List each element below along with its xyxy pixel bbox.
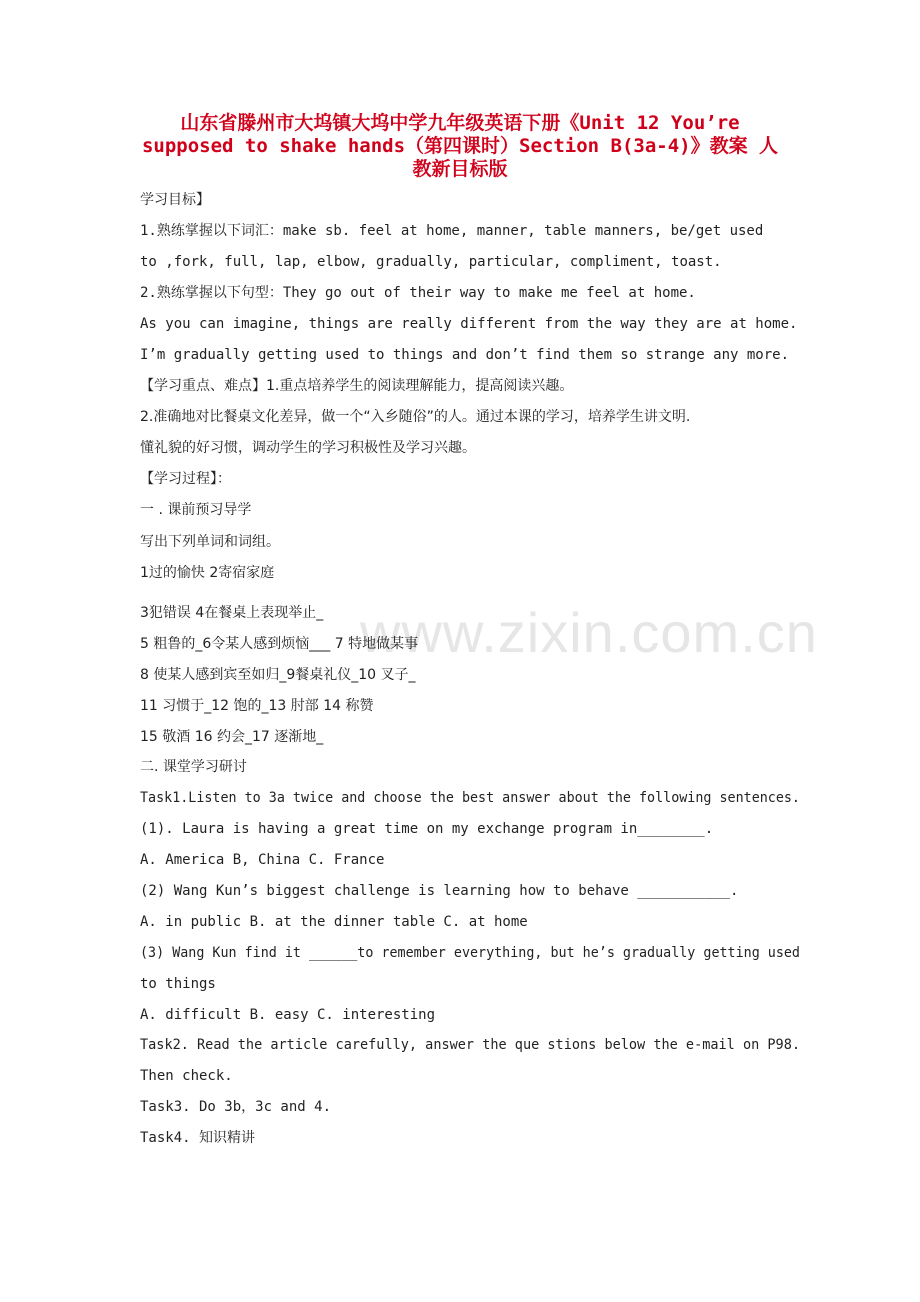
subsection-heading-classroom: 二. 课堂学习研讨	[140, 759, 247, 775]
vocab-line: 5 粗鲁的_6令某人感到烦恼___ 7 特地做某事	[140, 636, 419, 652]
subsection-heading-preview: 一 . 课前预习导学	[140, 502, 252, 518]
section-heading-process: 【学习过程】：	[140, 471, 231, 487]
body-line: 懂礼貌的好习惯，调动学生的学习积极性及学习兴趣。	[140, 440, 476, 456]
vocab-line: 15 敬酒 16 约会_17 逐渐地_	[140, 729, 324, 745]
option-line: A. America B, China C. France	[140, 852, 385, 868]
title-line-1: 山东省滕州市大坞镇大坞中学九年级英语下册《Unit 12 You’re	[180, 112, 740, 134]
question-line: (2) Wang Kun’s biggest challenge is learning how to behave ___________.	[140, 883, 739, 899]
body-line: to ,fork, full, lap, elbow, gradually, particular, compliment, toast.	[140, 254, 722, 270]
body-line: 1.熟练掌握以下词汇：make sb. feel at home, manner, table manners, be/get used	[140, 223, 764, 239]
vocab-line: 1过的愉快 2寄宿家庭	[140, 565, 275, 581]
body-line: As you can imagine, things are really different from the way they are at home.	[140, 316, 798, 332]
body-line: 写出下列单词和词组。	[140, 534, 280, 550]
task-line: Task4. 知识精讲	[140, 1130, 256, 1146]
task-line: Task3. Do 3b，3c and 4.	[140, 1099, 332, 1115]
body-line: 2.准确地对比餐桌文化差异，做一个“入乡随俗”的人。通过本课的学习，培养学生讲文明.	[140, 409, 691, 425]
body-line: I’m gradually getting used to things and don’t find them so strange any more.	[140, 347, 790, 363]
body-line: 2.熟练掌握以下句型：They go out of their way to make me feel at home.	[140, 285, 696, 301]
vocab-line: 8 使某人感到宾至如归_9餐桌礼仪_10 叉子_	[140, 667, 416, 683]
vocab-line: 11 习惯于_12 饱的_13 肘部 14 称赞	[140, 698, 374, 714]
option-line: A. difficult B. easy C. interesting	[140, 1007, 436, 1023]
watermark: www.zixin.com.cn	[360, 601, 818, 664]
question-line: (3) Wang Kun find it ______to remember everything, but he’s gradually getting used	[140, 945, 800, 961]
vocab-line: 3犯错误 4在餐桌上表现举止_	[140, 605, 324, 621]
task-line: Task1.Listen to 3a twice and choose the best answer about the following sentences.	[140, 790, 800, 806]
question-line: (1). Laura is having a great time on my exchange program in________.	[140, 821, 714, 837]
question-line: to things	[140, 976, 216, 992]
title-line-2: supposed to shake hands（第四课时）Section B(3a-4)》教案 人	[141, 135, 779, 157]
task-line: Then check.	[140, 1068, 233, 1084]
section-heading-key-points: 【学习重点、难点】1.重点培养学生的阅读理解能力，提高阅读兴趣。	[140, 378, 574, 394]
option-line: A. in public B. at the dinner table C. at home	[140, 914, 528, 930]
task-line: Task2. Read the article carefully, answer the que stions below the e-mail on P98.	[140, 1037, 800, 1053]
title-line-3: 教新目标版	[412, 158, 508, 180]
section-heading-objectives: 学习目标】	[140, 192, 210, 208]
document-title	[130, 112, 790, 181]
